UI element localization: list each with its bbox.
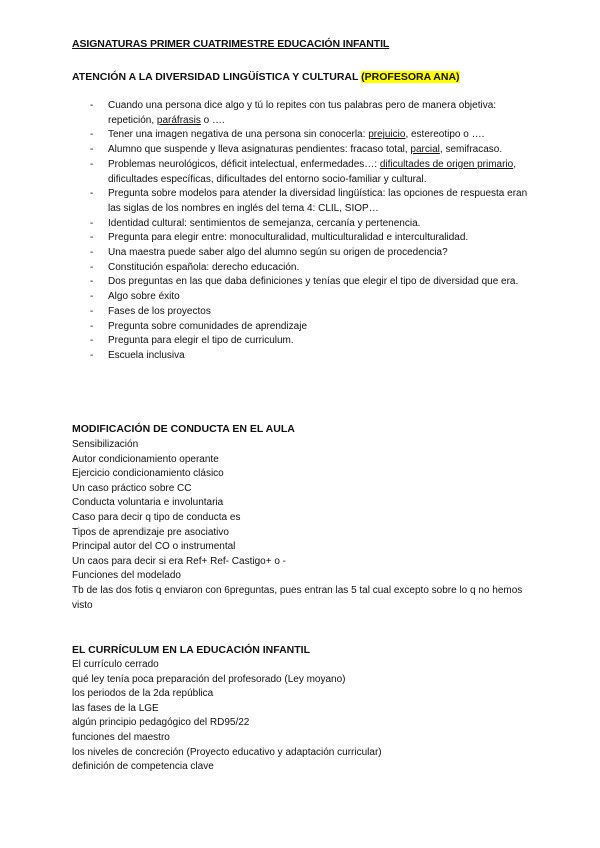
list-item: [88, 231, 538, 246]
diversidad-question-list: [88, 99, 538, 364]
list-item-text: , semifracaso.: [439, 144, 503, 156]
list-item: [88, 158, 538, 187]
list-item: [88, 349, 538, 364]
list-item: Un caos para decir si era Ref+ Ref- Castigo+ o -: [72, 555, 286, 567]
list-item: [88, 246, 538, 261]
list-item: Autor condicionamiento operante: [72, 453, 219, 465]
list-item-text: Pregunta sobre comunidades de aprendizaje: [108, 320, 308, 332]
list-item-text: Pregunta para elegir entre: monoculturalidad, multiculturalidad e interculturalidad.: [108, 232, 469, 244]
list-item: Un caso práctico sobre CC: [72, 482, 192, 494]
list-item: [88, 334, 538, 349]
list-item: [88, 217, 538, 232]
list-item-text: Pregunta sobre modelos para atender la diversidad lingüística: las opciones de respuesta eran las siglas de los nombres en inglés del tema 4: CLIL, SIOP…: [108, 188, 528, 214]
professor-highlight: (PROFESORA ANA): [361, 71, 460, 83]
list-item: [88, 187, 538, 216]
list-item: Principal autor del CO o instrumental: [72, 541, 236, 553]
underlined-answer: dificultades de origen primario: [379, 158, 514, 170]
list-item-text: o ….: [200, 114, 225, 126]
list-item-text: Dos preguntas en las que daba definiciones y tenías que elegir el tipo de diversidad que era.: [108, 276, 519, 288]
underlined-answer: paráfrasis: [156, 114, 201, 126]
list-item: El currículo cerrado: [72, 659, 159, 670]
section-heading-conducta: MODIFICACIÓN DE CONDUCTA EN EL AULA: [72, 423, 295, 435]
list-item: [88, 305, 538, 320]
list-item-text: Tener una imagen negativa de una persona sin conocerla:: [108, 129, 369, 141]
conducta-topic-list: [72, 438, 542, 613]
list-item: [88, 290, 538, 305]
list-item-text: Identidad cultural: sentimientos de semejanza, cercanía y pertenencia.: [108, 217, 421, 229]
list-item: Conducta voluntaria e involuntaria: [72, 497, 224, 509]
list-item: [88, 275, 538, 290]
list-item: [88, 143, 538, 158]
list-item: [88, 320, 538, 335]
list-item: las fases de la LGE: [72, 702, 159, 714]
underlined-answer: prejuicio: [368, 129, 406, 141]
list-item-text: , estereotipo o ….: [405, 129, 485, 141]
list-item: algún principio pedagógico del RD95/22: [72, 717, 250, 729]
list-item: los periodos de la 2da república: [72, 688, 214, 700]
list-item: [88, 261, 538, 276]
list-item: los niveles de concreción (Proyecto educativo y adaptación curricular): [72, 746, 382, 758]
section-heading-diversidad: [72, 71, 460, 83]
list-item-text: Escuela inclusiva: [108, 349, 185, 361]
section-heading-text: ATENCIÓN A LA DIVERSIDAD LINGÜÍSTICA Y CULTURAL: [72, 71, 359, 83]
list-item: Funciones del modelado: [72, 570, 181, 582]
list-item-text: Fases de los proyectos: [108, 305, 211, 317]
list-item: Ejercicio condicionamiento clásico: [72, 468, 224, 480]
list-item-text: Constitución española: derecho educación.: [108, 261, 300, 273]
list-item: Caso para decir q tipo de conducta es: [72, 511, 241, 523]
section-heading-curriculum: EL CURRÍCULUM EN LA EDUCACIÓN INFANTIL: [72, 644, 310, 656]
list-item-text: Una maestra puede saber algo del alumno según su origen de procedencia?: [108, 247, 448, 259]
list-item-text: Cuando una persona dice algo y tú lo repites con tus palabras pero de manera objetiva: repetición,: [108, 100, 497, 126]
underlined-answer: parcial: [410, 144, 440, 156]
list-item: definición de competencia clave: [72, 761, 214, 773]
list-item-text: Alumno que suspende y lleva asignaturas pendientes: fracaso total,: [108, 144, 411, 156]
list-item: funciones del maestro: [72, 731, 170, 743]
list-item: Tb de las dos fotis q enviaron con 6preguntas, pues entran las 5 tal cual excepto sobre lo q no hemos visto: [72, 584, 523, 611]
list-item-text: , dificultades específicas, dificultades del entorno socio-familiar y cultural.: [108, 158, 516, 185]
list-item-text: Pregunta para elegir el tipo de curriculum.: [108, 335, 294, 347]
curriculum-topic-list: [72, 658, 542, 775]
list-item-text: Algo sobre éxito: [108, 291, 180, 303]
list-item: Sensibilización: [72, 439, 139, 450]
list-item: [88, 128, 538, 143]
list-item: [88, 99, 538, 128]
document-title: ASIGNATURAS PRIMER CUATRIMESTRE EDUCACIÓN INFANTIL: [72, 38, 390, 50]
list-item: qué ley tenía poca preparación del profesorado (Ley moyano): [72, 673, 346, 685]
list-item: Tipos de aprendizaje pre asociativo: [72, 526, 229, 538]
list-item-text: Problemas neurológicos, déficit intelectual, enfermedades…:: [108, 158, 380, 170]
